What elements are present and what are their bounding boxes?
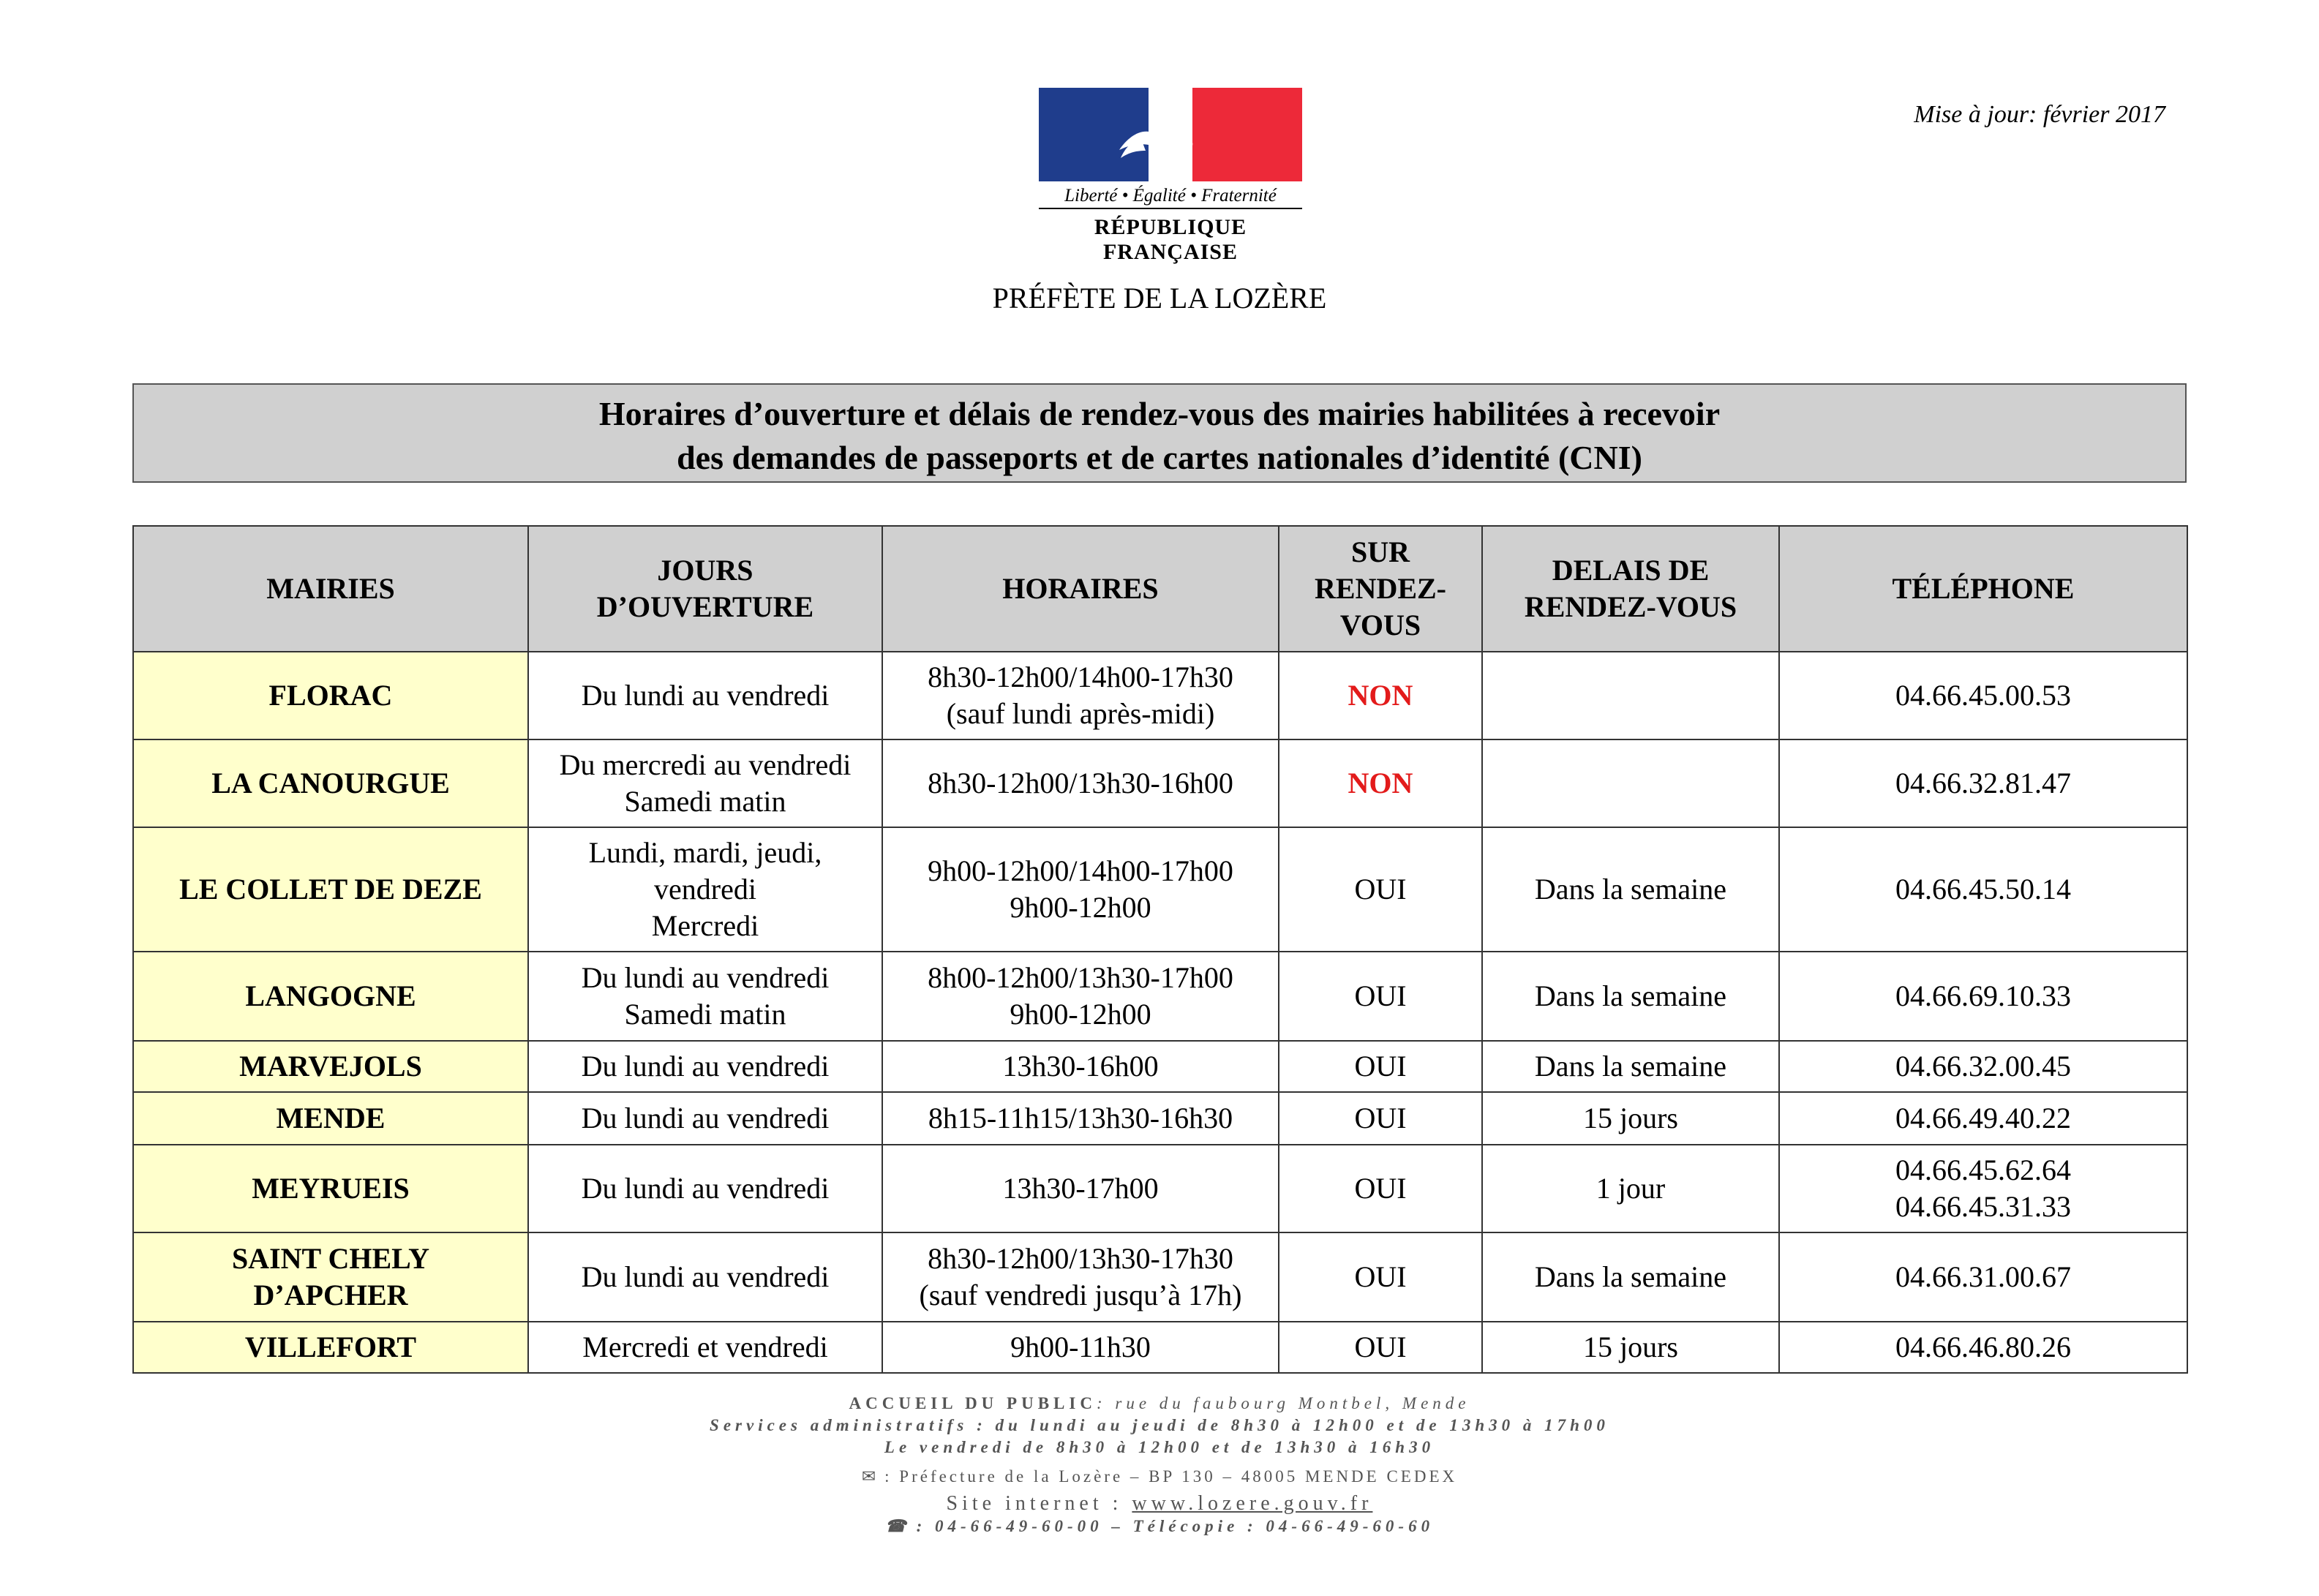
horaires-cell [882, 1041, 1279, 1092]
horaires-cell [882, 1145, 1279, 1232]
rdv-cell: OUI [1279, 1232, 1482, 1322]
mairie-cell [133, 652, 528, 739]
republic-motto: Liberté • Égalité • Fraternité [1064, 186, 1277, 206]
jours-cell-line: Lundi, mardi, jeudi, [588, 836, 822, 869]
republic-name: RÉPUBLIQUE FRANÇAISE [1094, 215, 1247, 264]
horaires-cell [882, 739, 1279, 827]
prefecture-name: PRÉFÈTE DE LA LOZÈRE [992, 282, 1327, 315]
mairie-cell-line: MEYRUEIS [252, 1172, 410, 1205]
telephone-cell-line: 04.66.49.40.22 [1895, 1102, 2071, 1134]
mairie-cell [133, 1232, 528, 1322]
header-telephone-line: TÉLÉPHONE [1892, 572, 2075, 605]
telephone-cell-line: 04.66.69.10.33 [1895, 979, 2071, 1012]
footer-accueil [0, 1394, 2319, 1413]
site-label: Site internet : [946, 1492, 1132, 1515]
title-line-2: des demandes de passeports et de cartes nationales d’identité (CNI) [677, 439, 1642, 476]
telephone-cell-line: 04.66.32.81.47 [1895, 767, 2071, 799]
horaires-cell [882, 827, 1279, 952]
horaires-cell-line: 8h30-12h00/13h30-17h30 [928, 1242, 1233, 1275]
footer-phone [0, 1517, 2319, 1536]
footer-postal [0, 1467, 2319, 1486]
horaires-cell-line: 8h30-12h00/14h00-17h30 [928, 660, 1233, 693]
telephone-cell-line: 04.66.45.31.33 [1895, 1190, 2071, 1223]
table-body [133, 652, 2187, 1373]
header-jours-line: D’OUVERTURE [596, 590, 814, 623]
mairie-cell [133, 1092, 528, 1145]
marianne-flag-icon [1039, 88, 1302, 181]
table-header-row [133, 526, 2187, 652]
update-date: Mise à jour: février 2017 [1914, 101, 2165, 128]
table-row [133, 1145, 2187, 1232]
footer-vendredi: Le vendredi de 8h30 à 12h00 et de 13h30 à 16h30 [884, 1438, 1435, 1456]
jours-cell [528, 739, 882, 827]
telephone-cell-line: 04.66.45.00.53 [1895, 679, 2071, 712]
mairie-cell-line: MENDE [276, 1102, 386, 1134]
jours-cell-line: Du lundi au vendredi [581, 1172, 830, 1205]
jours-cell-line: Du lundi au vendredi [581, 961, 830, 994]
mairie-cell [133, 1145, 528, 1232]
horaires-cell-line: 13h30-16h00 [1002, 1050, 1159, 1083]
site-link[interactable]: www.lozere.gouv.fr [1132, 1492, 1373, 1515]
telephone-cell [1779, 1145, 2187, 1232]
header-mairies [133, 526, 528, 652]
header-rdv [1279, 526, 1482, 652]
telephone-cell-line: 04.66.32.00.45 [1895, 1050, 2071, 1083]
rdv-cell: OUI [1279, 1092, 1482, 1145]
rdv-cell: OUI [1279, 1145, 1482, 1232]
mairie-cell-line: FLORAC [268, 679, 393, 712]
rdv-cell: NON [1279, 739, 1482, 827]
mairie-cell-line: LANGOGNE [245, 979, 416, 1012]
delais-cell [1482, 1232, 1779, 1322]
mairies-table [132, 525, 2188, 1374]
accueil-address: : rue du faubourg Montbel, Mende [1096, 1394, 1470, 1412]
delais-cell-line: Dans la semaine [1534, 1260, 1727, 1293]
table-row [133, 952, 2187, 1041]
jours-cell [528, 652, 882, 739]
rdv-cell: OUI [1279, 952, 1482, 1041]
phone-numbers: : 04-66-49-60-00 – Télécopie : 04-66-49-60-60 [916, 1517, 1435, 1535]
document-title [132, 383, 2187, 483]
mairie-cell [133, 1041, 528, 1092]
horaires-cell-line: 9h00-12h00/14h00-17h00 [928, 854, 1233, 887]
jours-cell [528, 1041, 882, 1092]
delais-cell [1482, 1145, 1779, 1232]
mairie-cell [133, 827, 528, 952]
header-rdv-line: SUR [1350, 535, 1410, 568]
horaires-cell-line: 9h00-11h30 [1010, 1330, 1151, 1363]
jours-cell-line: Mercredi et vendredi [582, 1330, 828, 1363]
jours-cell-line: Du mercredi au vendredi [559, 748, 852, 781]
table-row [133, 827, 2187, 952]
telephone-cell-line: 04.66.45.50.14 [1895, 873, 2071, 906]
jours-cell-line: vendredi [654, 873, 756, 906]
horaires-cell-line: 9h00-12h00 [1010, 891, 1151, 924]
delais-cell [1482, 1041, 1779, 1092]
header-horaires [882, 526, 1279, 652]
horaires-cell [882, 1322, 1279, 1373]
telephone-cell-line: 04.66.31.00.67 [1895, 1260, 2071, 1293]
table-row [133, 1232, 2187, 1322]
rdv-cell: OUI [1279, 1041, 1482, 1092]
header-delais-line: DELAIS DE [1552, 554, 1710, 587]
header-delais [1482, 526, 1779, 652]
accueil-label: ACCUEIL DU PUBLIC [849, 1394, 1097, 1412]
horaires-cell-line: 9h00-12h00 [1010, 998, 1151, 1031]
mail-icon: ✉ [861, 1467, 879, 1486]
mairie-cell-line: LA CANOURGUE [211, 767, 450, 799]
delais-cell [1482, 1322, 1779, 1373]
republique-francaise-logo [1033, 86, 1308, 264]
mairie-cell-line: LE COLLET DE DEZE [179, 873, 482, 906]
delais-cell [1482, 652, 1779, 739]
telephone-cell [1779, 1232, 2187, 1322]
telephone-cell [1779, 652, 2187, 739]
rdv-cell: OUI [1279, 1322, 1482, 1373]
horaires-cell [882, 1232, 1279, 1322]
delais-cell-line: 15 jours [1583, 1330, 1678, 1363]
jours-cell [528, 952, 882, 1041]
header-telephone [1779, 526, 2187, 652]
delais-cell [1482, 739, 1779, 827]
delais-cell [1482, 1092, 1779, 1145]
table-row [133, 1041, 2187, 1092]
delais-cell-line: Dans la semaine [1534, 1050, 1727, 1083]
jours-cell-line: Du lundi au vendredi [581, 1050, 830, 1083]
horaires-cell [882, 652, 1279, 739]
horaires-cell [882, 952, 1279, 1041]
footer-site [0, 1492, 2319, 1516]
delais-cell-line: Dans la semaine [1534, 873, 1727, 906]
horaires-cell-line: 8h00-12h00/13h30-17h00 [928, 961, 1233, 994]
mairie-cell-line: D’APCHER [253, 1279, 408, 1311]
table-row [133, 652, 2187, 739]
delais-cell [1482, 952, 1779, 1041]
rdv-cell: OUI [1279, 827, 1482, 952]
jours-cell-line: Du lundi au vendredi [581, 679, 830, 712]
delais-cell-line: Dans la semaine [1534, 979, 1727, 1012]
telephone-cell [1779, 952, 2187, 1041]
jours-cell [528, 1232, 882, 1322]
telephone-cell [1779, 1322, 2187, 1373]
header-jours-line: JOURS [657, 554, 753, 587]
delais-cell-line: 1 jour [1596, 1172, 1666, 1205]
telephone-cell-line: 04.66.46.80.26 [1895, 1330, 2071, 1363]
jours-cell [528, 1145, 882, 1232]
table-row [133, 1322, 2187, 1373]
jours-cell [528, 1092, 882, 1145]
jours-cell-line: Mercredi [651, 909, 759, 942]
horaires-cell-line: 13h30-17h00 [1002, 1172, 1159, 1205]
jours-cell [528, 827, 882, 952]
horaires-cell-line: (sauf vendredi jusqu’à 17h) [919, 1279, 1242, 1311]
header-horaires-line: HORAIRES [1002, 572, 1159, 605]
mairie-cell-line: VILLEFORT [244, 1330, 417, 1363]
telephone-cell [1779, 739, 2187, 827]
jours-cell-line: Du lundi au vendredi [581, 1102, 830, 1134]
telephone-cell-line: 04.66.45.62.64 [1895, 1153, 2071, 1186]
rdv-cell: NON [1279, 652, 1482, 739]
footer-services: Services administratifs : du lundi au jeudi de 8h30 à 12h00 et de 13h30 à 17h00 [710, 1416, 1609, 1434]
header-jours [528, 526, 882, 652]
jours-cell [528, 1322, 882, 1373]
phone-icon: ☎ [884, 1517, 911, 1535]
mairie-cell-line: MARVEJOLS [239, 1050, 422, 1083]
delais-cell-line: 15 jours [1583, 1102, 1678, 1134]
header-delais-line: RENDEZ-VOUS [1524, 590, 1737, 623]
table-row [133, 1092, 2187, 1145]
header-rdv-line: VOUS [1339, 609, 1421, 641]
title-line-1: Horaires d’ouverture et délais de rendez-vous des mairies habilitées à recevoir [598, 395, 1721, 432]
horaires-cell-line: (sauf lundi après-midi) [946, 697, 1215, 730]
mairie-cell-line: SAINT CHELY [231, 1242, 430, 1275]
mairie-cell [133, 952, 528, 1041]
table-row [133, 739, 2187, 827]
jours-cell-line: Samedi matin [624, 998, 786, 1031]
postal-address: : Préfecture de la Lozère – BP 130 – 48005 MENDE CEDEX [884, 1467, 1458, 1486]
telephone-cell [1779, 1092, 2187, 1145]
logo-divider [1039, 208, 1302, 209]
jours-cell-line: Samedi matin [624, 785, 786, 818]
telephone-cell [1779, 1041, 2187, 1092]
horaires-cell [882, 1092, 1279, 1145]
horaires-cell-line: 8h30-12h00/13h30-16h00 [928, 767, 1233, 799]
telephone-cell [1779, 827, 2187, 952]
horaires-cell-line: 8h15-11h15/13h30-16h30 [928, 1102, 1233, 1134]
header-rdv-line: RENDEZ- [1314, 572, 1447, 605]
jours-cell-line: Du lundi au vendredi [581, 1260, 830, 1293]
delais-cell [1482, 827, 1779, 952]
mairie-cell [133, 739, 528, 827]
header-mairies-line: MAIRIES [266, 572, 395, 605]
mairie-cell [133, 1322, 528, 1373]
